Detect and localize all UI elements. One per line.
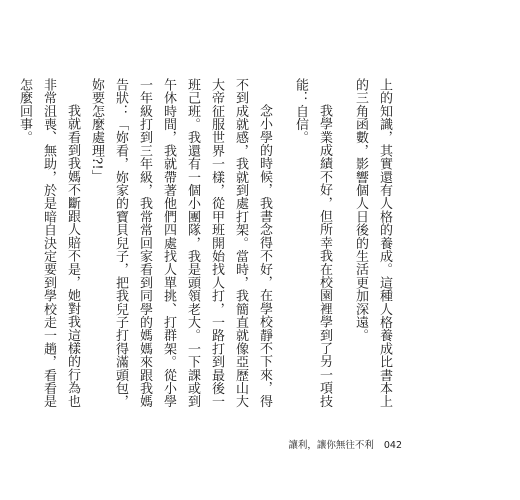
paragraph-1: 上的知識，其實還有人格的養成。這種人格養成比書本上的三角函數，影響個人日後的生活更加深遠。	[353, 78, 392, 408]
running-title: 讓利，讓你無往不利	[288, 440, 374, 451]
paragraph-4: 我就看到我媽不斷跟人賠不是，她對我這樣的行為也非常沮喪、無助，於是暗自決定要到學校走一趟，看看是怎麼回事。	[17, 78, 80, 408]
paragraph-3: 念小學的時候，我書念得不好，在學校靜不下來，得不到成就感，我就到處打架。當時，我簡直就像亞歷山大大帝征服世界一樣，從甲班開始找人打，一路打到最後一班己班。我還有一個小團隊，我是頭領老大。一下課或到午休時間，我就帶著他們四處找人單挑、打群架。從小學一年級打到三年級，我常常回家看到同學的媽媽來跟我媽告狀：「妳看，妳家的寶貝兒子，把我兒子打得滿頭包，妳要怎麼處理?!」	[89, 78, 272, 408]
page-footer	[288, 437, 402, 451]
page-number: 042	[383, 440, 402, 451]
paragraph-2: 我學業成績不好，但所幸我在校園裡學到了另一項技能：自信。	[293, 78, 332, 408]
vertical-text-block	[17, 78, 408, 418]
